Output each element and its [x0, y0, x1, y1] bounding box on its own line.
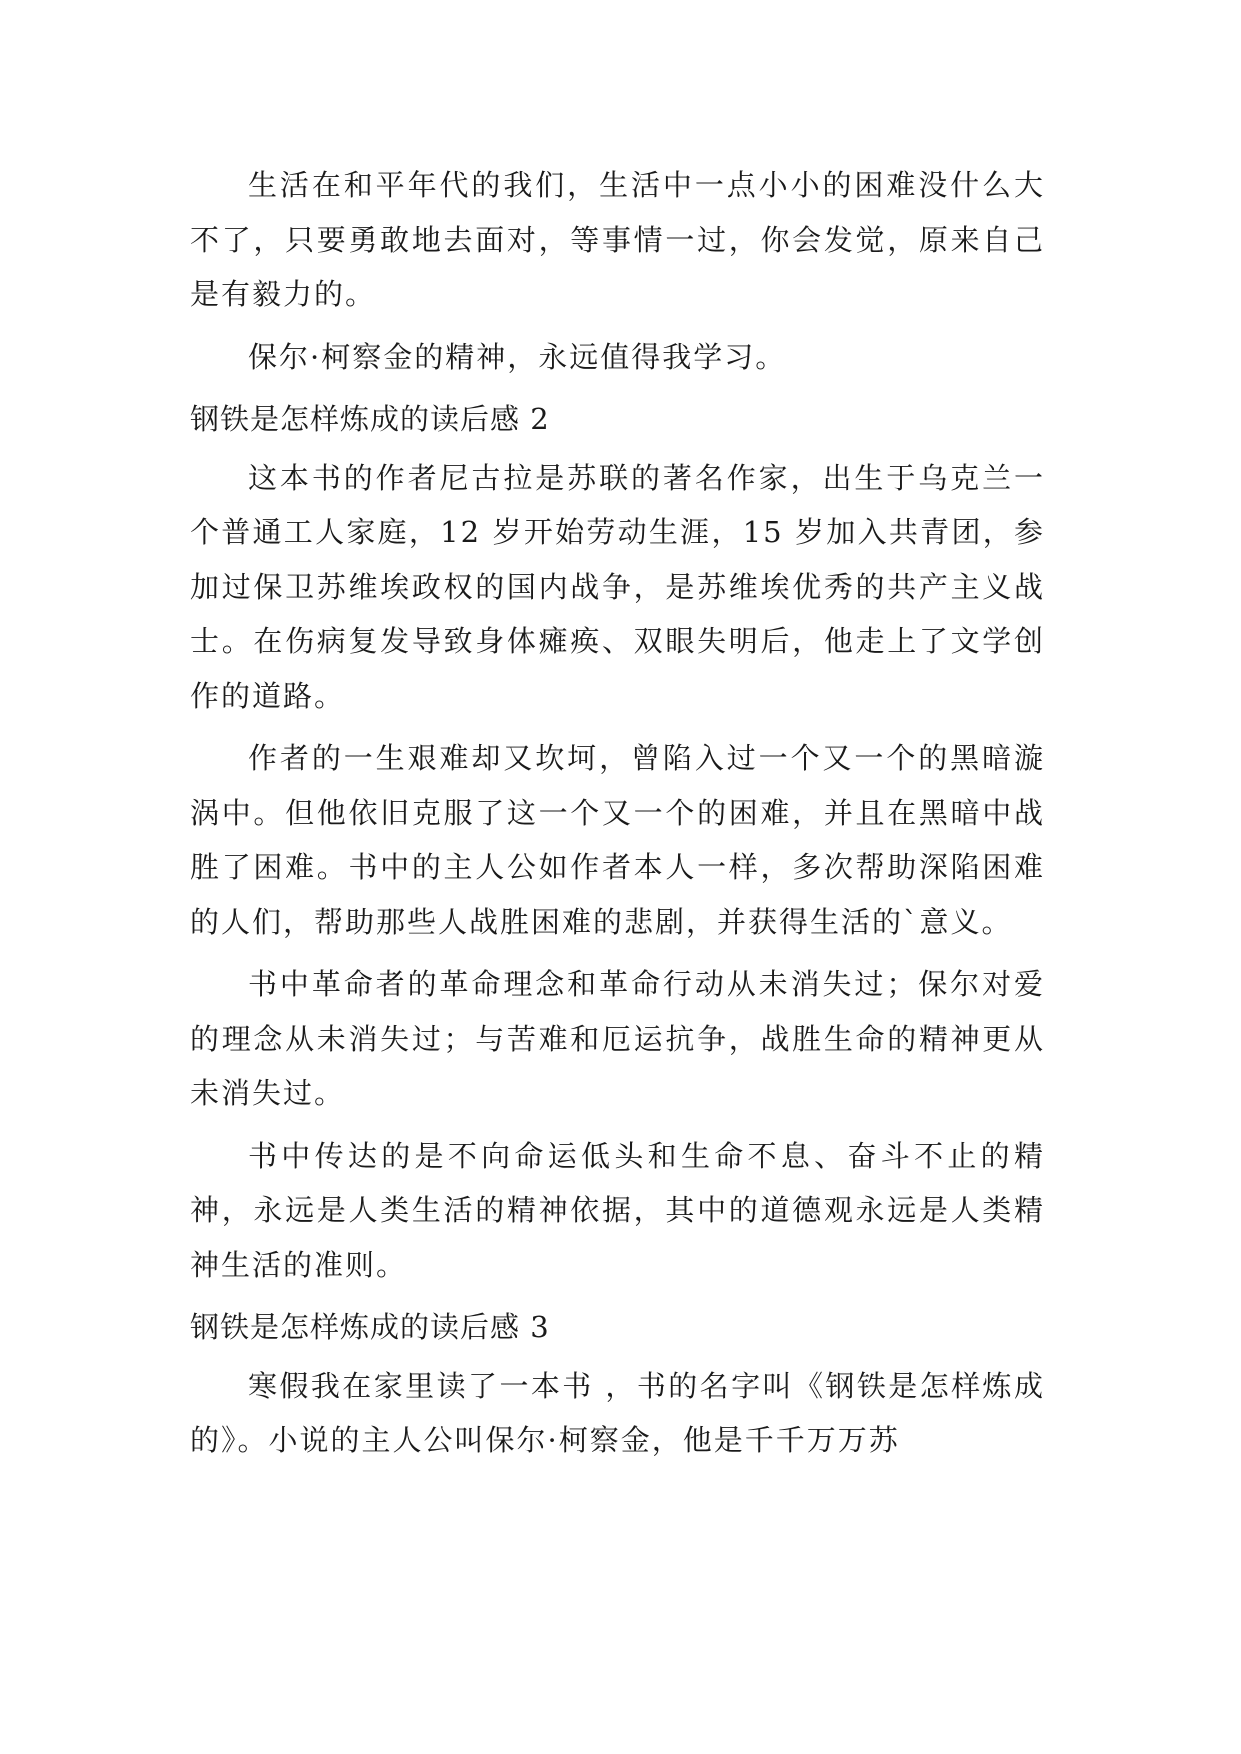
- section-heading: 钢铁是怎样炼成的读后感 3: [190, 1310, 550, 1344]
- paragraph: 生活在和平年代的我们，生活中一点小小的困难没什么大不了，只要勇敢地去面对，等事情一过，你会发觉，原来自己是有毅力的。: [190, 168, 1045, 311]
- section-heading: 钢铁是怎样炼成的读后感 2: [190, 402, 550, 436]
- paragraph: 书中传达的是不向命运低头和生命不息、奋斗不止的精神，永远是人类生活的精神依据，其中的道德观永远是人类精神生活的准则。: [190, 1138, 1045, 1282]
- paragraph: 书中革命者的革命理念和革命行动从未消失过；保尔对爱的理念从未消失过；与苦难和厄运抗争，战胜生命的精神更从未消失过。: [190, 967, 1045, 1110]
- paragraph: 这本书的作者尼古拉是苏联的著名作家，出生于乌克兰一个普通工人家庭，12 岁开始劳动生涯，15 岁加入共青团，参加过保卫苏维埃政权的国内战争，是苏维埃优秀的共产主义战士。在伤病复发导致身体瘫痪、双眼失明后，他走上了文学创作的道路。: [190, 460, 1045, 713]
- document-body: [190, 158, 1045, 1476]
- paragraph: 寒假我在家里读了一本书 ，书的名字叫《钢铁是怎样炼成的》。小说的主人公叫保尔·柯察金，他是千千万万苏: [190, 1368, 1045, 1457]
- paragraph: 保尔·柯察金的精神，永远值得我学习。: [248, 339, 787, 374]
- paragraph: 作者的一生艰难却又坎坷，曾陷入过一个又一个的黑暗漩涡中。但他依旧克服了这一个又一个的困难，并且在黑暗中战胜了困难。书中的主人公如作者本人一样，多次帮助深陷困难的人们，帮助那些人战胜困难的悲剧，并获得生活的`意义。: [190, 741, 1045, 939]
